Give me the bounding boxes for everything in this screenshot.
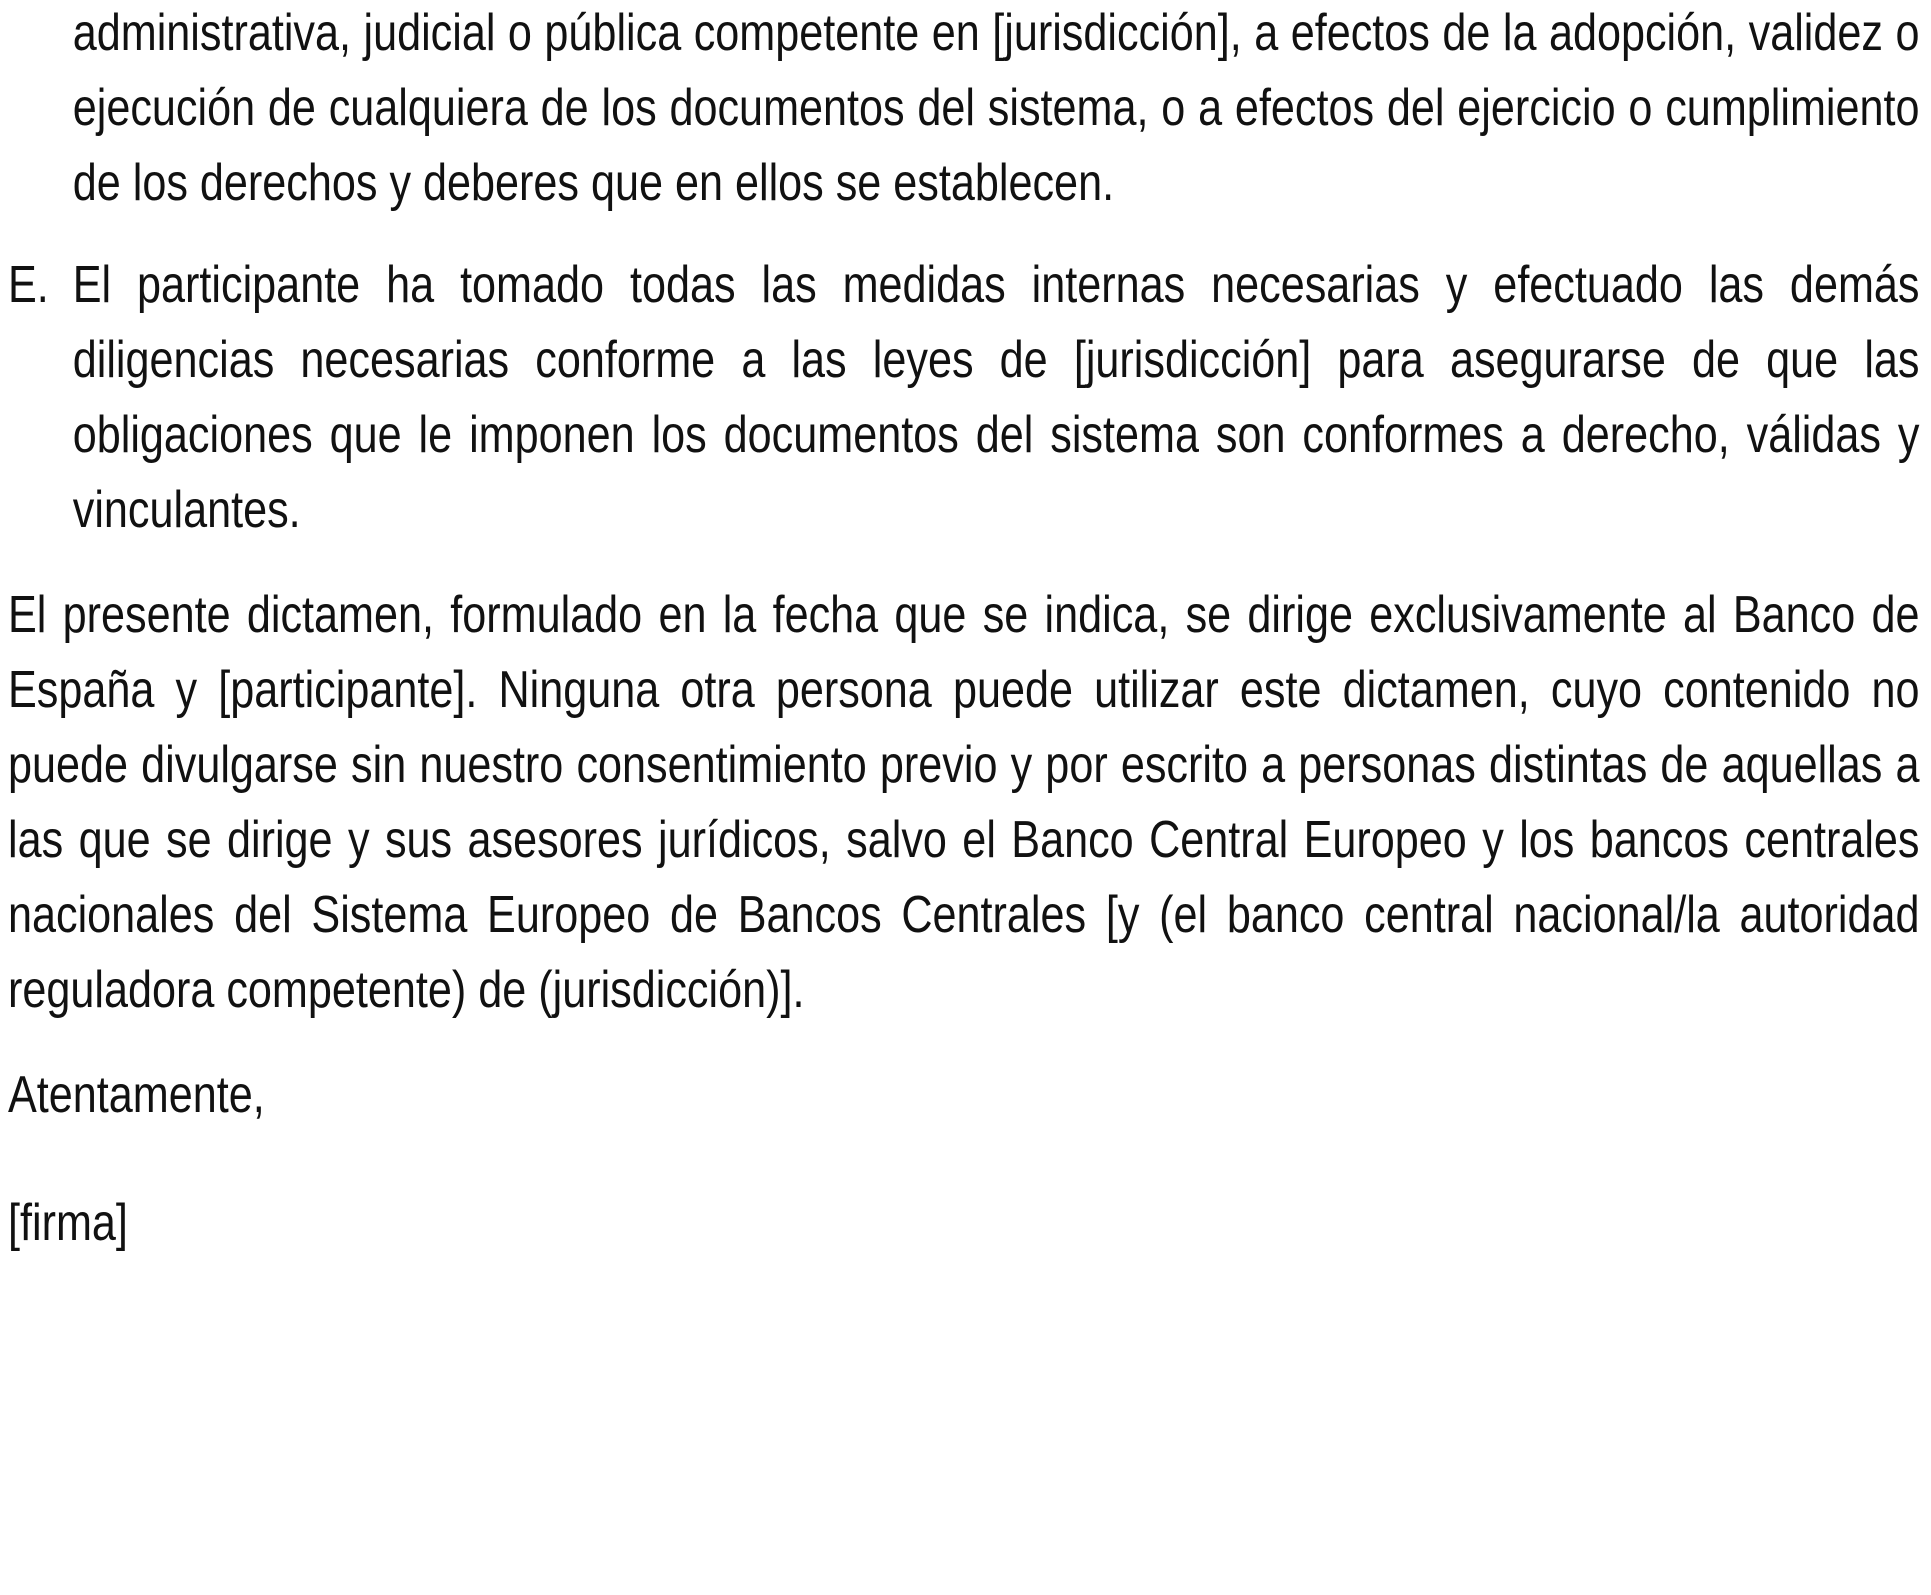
list-item-text: El participante ha tomado todas las medidas internas necesarias y efectuado las demás diligencias necesarias conforme a las leyes de [jurisdicción] para asegurarse de que las obligaciones que le imponen los documentos del sistema son conformes a derecho, válidas y vinculantes. — [72, 256, 1920, 539]
list-item-letter: E. — [8, 256, 49, 314]
closing-paragraph: El presente dictamen, formulado en la fecha que se indica, se dirige exclusivamente al Banco de España y [participante]. Ninguna otra persona puede utilizar este dictamen, cuyo contenido no puede divulgarse sin nuestro consentimiento previo y por escrito a personas distintas de aquellas a las que se dirige y sus asesores jurídicos, salvo el Banco Central Europeo y los bancos centrales nacionales del Sistema Europeo de Bancos Centrales [y (el banco central nacional/la autoridad reguladora competente) de (jurisdicción)]. — [8, 586, 1920, 1019]
document-page — [8, 0, 1919, 1261]
salutation: Atentamente, — [8, 1066, 265, 1124]
signature-placeholder: [firma] — [8, 1194, 128, 1252]
list-item-e — [8, 248, 1919, 548]
continuation-paragraph: administrativa, judicial o pública competente en [jurisdicción], a efectos de la adopción, validez o ejecución de cualquiera de los documentos del sistema, o a efectos del ejercicio o cumplimiento de los derechos y deberes que en ellos se establecen. — [72, 4, 1920, 212]
